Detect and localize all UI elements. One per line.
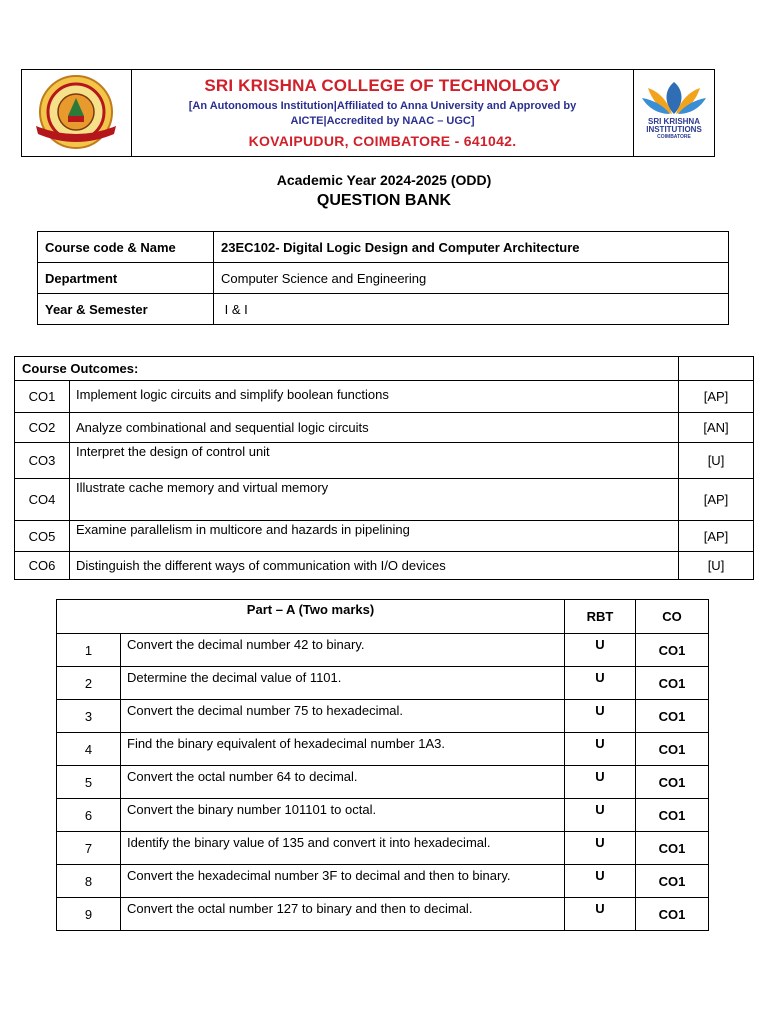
question-rbt: U — [565, 865, 636, 898]
outcome-code: CO3 — [15, 443, 70, 479]
course-info-value: I & I — [214, 294, 729, 325]
outcome-level: [AP] — [679, 381, 754, 413]
outcome-level: [AN] — [679, 413, 754, 443]
question-text: Convert the hexadecimal number 3F to decimal and then to binary. — [121, 865, 565, 898]
question-rbt: U — [565, 700, 636, 733]
course-info-table — [37, 231, 729, 325]
college-title-block — [132, 70, 633, 156]
outcome-code: CO5 — [15, 521, 70, 552]
question-text: Determine the decimal value of 1101. — [121, 667, 565, 700]
question-co: CO1 — [636, 667, 709, 700]
question-text: Convert the binary number 101101 to octal. — [121, 799, 565, 832]
outcome-level: [AP] — [679, 521, 754, 552]
course-info-value: 23EC102- Digital Logic Design and Computer Architecture — [214, 232, 729, 263]
rbt-column-header: RBT — [565, 600, 636, 634]
part-a-heading: Part – A (Two marks) — [57, 600, 565, 634]
question-rbt: U — [565, 733, 636, 766]
question-number: 2 — [57, 667, 121, 700]
lotus-logo-icon — [634, 78, 714, 118]
question-text: Find the binary equivalent of hexadecimal number 1A3. — [121, 733, 565, 766]
question-row — [57, 799, 709, 832]
outcome-level: [AP] — [679, 479, 754, 521]
course-info-value: Computer Science and Engineering — [214, 263, 729, 294]
course-info-row — [38, 263, 729, 294]
question-rbt: U — [565, 898, 636, 931]
part-a-questions-table — [56, 599, 709, 931]
question-text: Convert the decimal number 75 to hexadecimal. — [121, 700, 565, 733]
academic-year-title: Academic Year 2024-2025 (ODD) — [276, 172, 492, 188]
college-seal-logo — [22, 70, 131, 156]
question-co: CO1 — [636, 733, 709, 766]
course-outcomes-table — [14, 356, 754, 580]
college-name: SRI KRISHNA COLLEGE OF TECHNOLOGY — [204, 76, 561, 95]
question-co: CO1 — [636, 799, 709, 832]
co-column-header: CO — [636, 600, 709, 634]
question-co: CO1 — [636, 865, 709, 898]
question-number: 5 — [57, 766, 121, 799]
outcome-code: CO6 — [15, 552, 70, 580]
question-row — [57, 700, 709, 733]
outcome-code: CO2 — [15, 413, 70, 443]
question-co: CO1 — [636, 766, 709, 799]
outcome-code: CO1 — [15, 381, 70, 413]
question-row — [57, 667, 709, 700]
course-info-key: Department — [38, 263, 214, 294]
institutions-logo-cell — [633, 70, 714, 156]
question-number: 7 — [57, 832, 121, 865]
question-number: 9 — [57, 898, 121, 931]
course-info-row — [38, 294, 729, 325]
question-text: Convert the octal number 64 to decimal. — [121, 766, 565, 799]
question-rbt: U — [565, 799, 636, 832]
outcome-level: [U] — [679, 443, 754, 479]
question-co: CO1 — [636, 898, 709, 931]
question-number: 1 — [57, 634, 121, 667]
question-number: 6 — [57, 799, 121, 832]
college-header — [21, 69, 715, 157]
question-co: CO1 — [636, 832, 709, 865]
question-co: CO1 — [636, 634, 709, 667]
question-bank-title: QUESTION BANK — [316, 192, 452, 209]
outcome-description: Implement logic circuits and simplify boolean functions — [70, 381, 679, 413]
college-affiliation-line2: AICTE|Accredited by NAAC – UGC] — [290, 115, 475, 127]
question-rbt: U — [565, 766, 636, 799]
question-row — [57, 898, 709, 931]
outcome-description: Illustrate cache memory and virtual memory — [70, 479, 679, 521]
college-logo-cell — [22, 70, 132, 156]
course-outcomes-heading: Course Outcomes: — [15, 357, 679, 381]
college-affiliation-line1: [An Autonomous Institution|Affiliated to Anna University and Approved by — [188, 100, 577, 112]
course-info-key: Year & Semester — [38, 294, 214, 325]
institutions-logo-text-1: SRI KRISHNA — [647, 117, 700, 126]
outcome-code: CO4 — [15, 479, 70, 521]
outcome-description: Analyze combinational and sequential logic circuits — [70, 413, 679, 443]
question-row — [57, 865, 709, 898]
course-info-key: Course code & Name — [38, 232, 214, 263]
question-number: 4 — [57, 733, 121, 766]
outcome-description: Distinguish the different ways of communication with I/O devices — [70, 552, 679, 580]
outcome-level-header — [679, 357, 754, 381]
outcome-description: Interpret the design of control unit — [70, 443, 679, 479]
institutions-logo-text-2: INSTITUTIONS — [646, 125, 702, 134]
question-number: 3 — [57, 700, 121, 733]
question-rbt: U — [565, 832, 636, 865]
outcome-description: Examine parallelism in multicore and hazards in pipelining — [70, 521, 679, 552]
question-rbt: U — [565, 634, 636, 667]
course-info-row — [38, 232, 729, 263]
question-text: Convert the octal number 127 to binary and then to decimal. — [121, 898, 565, 931]
institutions-logo-text-3: COIMBATORE — [657, 134, 691, 140]
question-row — [57, 733, 709, 766]
question-row — [57, 832, 709, 865]
question-row — [57, 634, 709, 667]
outcome-level: [U] — [679, 552, 754, 580]
college-address: KOVAIPUDUR, COIMBATORE - 641042. — [248, 133, 517, 149]
question-text: Convert the decimal number 42 to binary. — [121, 634, 565, 667]
question-co: CO1 — [636, 700, 709, 733]
question-row — [57, 766, 709, 799]
question-number: 8 — [57, 865, 121, 898]
question-rbt: U — [565, 667, 636, 700]
question-text: Identify the binary value of 135 and convert it into hexadecimal. — [121, 832, 565, 865]
